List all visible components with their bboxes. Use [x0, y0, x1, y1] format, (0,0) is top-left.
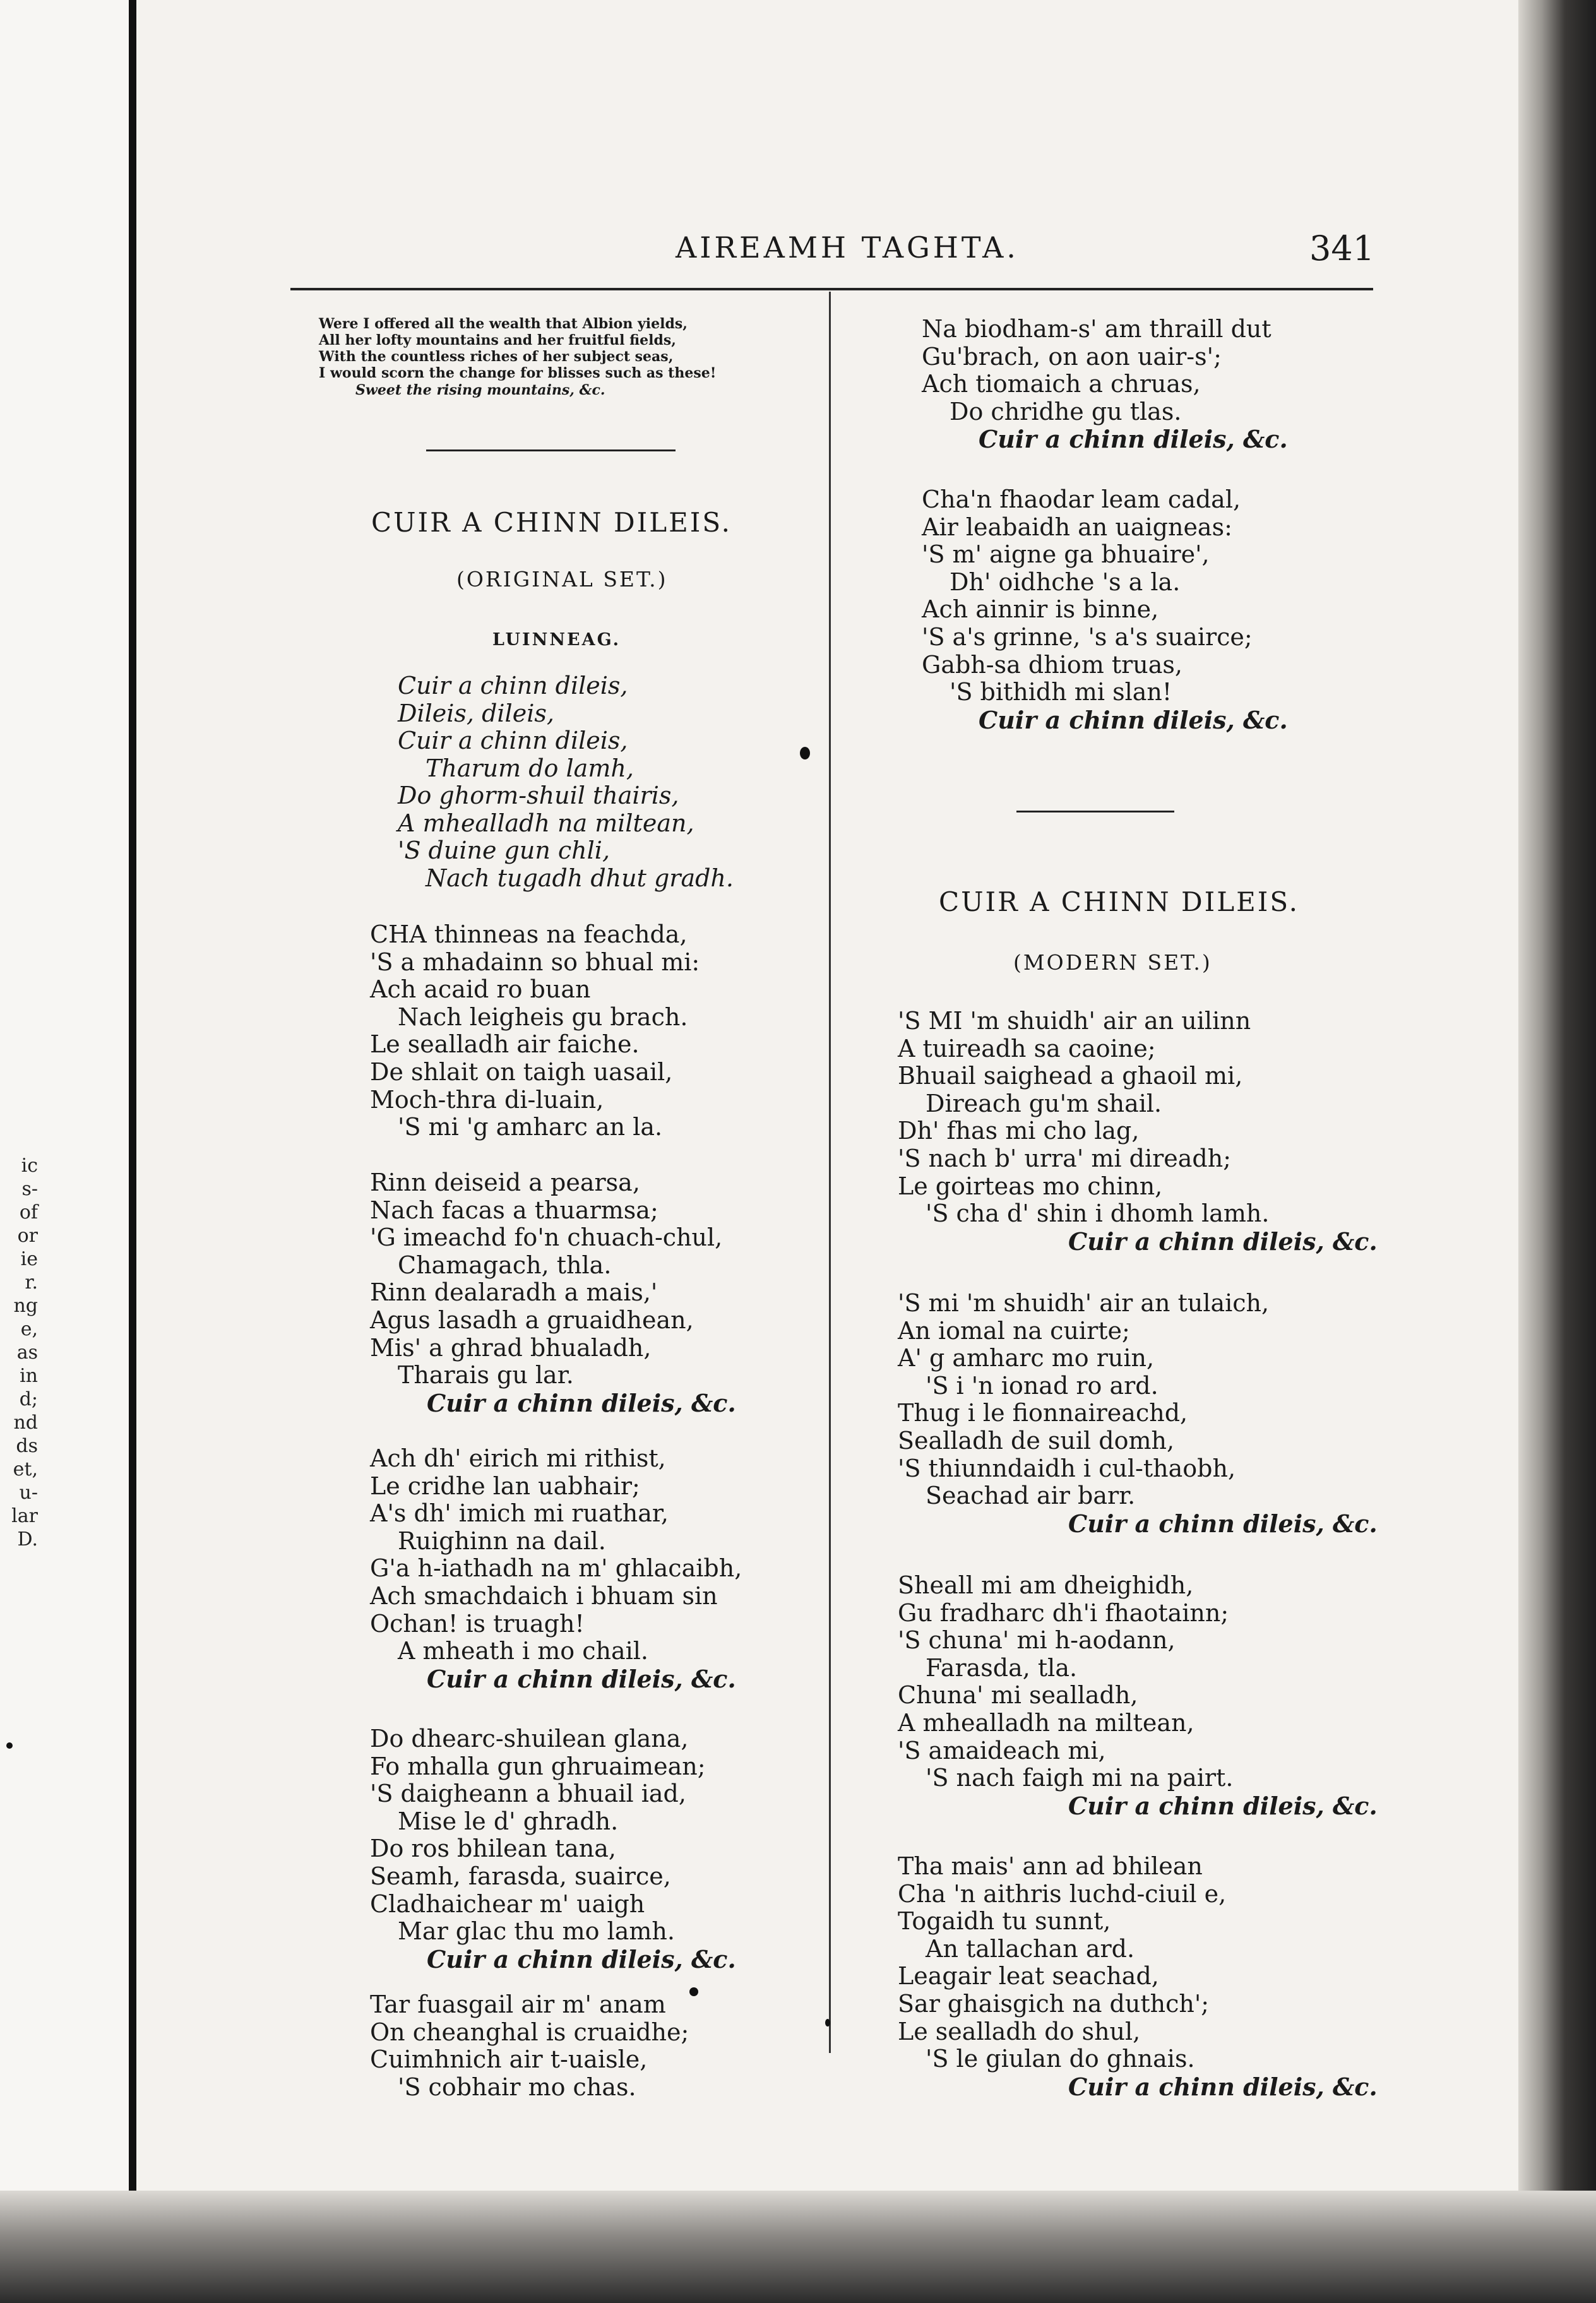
- verse-line: Dileis, dileis,: [398, 699, 554, 727]
- page-gutter-line: [129, 0, 136, 2260]
- epigraph-line: Were I offered all the wealth that Albion yields,: [319, 316, 688, 332]
- verse-line: Sealladh de suil domh,: [898, 1426, 1175, 1455]
- verse-line: 'S le giulan do ghnais.: [926, 2045, 1195, 2073]
- verse-line: Cha 'n aithris luchd-ciuil e,: [898, 1879, 1227, 1908]
- verse-line: Nach facas a thuarmsa;: [370, 1196, 658, 1224]
- verse-line: Cuir a chinn dileis,: [398, 672, 628, 699]
- column-divider: [829, 292, 831, 2053]
- song2-stanza-1: [898, 1008, 1378, 1255]
- verse-line: Fo mhalla gun ghruaimean;: [370, 1752, 706, 1780]
- verse-line: On cheanghal is cruaidhe;: [370, 2018, 689, 2046]
- song1-chorus: [398, 672, 734, 892]
- verse-line: Chamagach, thla.: [398, 1251, 612, 1279]
- verse-line: Cuimhnich air t-uaisle,: [370, 2045, 648, 2074]
- fragment-text: as: [16, 1342, 38, 1364]
- verse-line: Mis' a ghrad bhualadh,: [370, 1333, 652, 1362]
- song2-stanza-4: [898, 1853, 1378, 2100]
- song2-set-label: (MODERN SET.): [1013, 950, 1212, 975]
- verse-line: Do ghorm-shuil thairis,: [398, 782, 679, 809]
- song2-stanza-3: [898, 1572, 1378, 1819]
- verse-line: 'S daigheann a bhuail iad,: [370, 1780, 686, 1808]
- verse-line: Do dhearc-shuilean glana,: [370, 1725, 689, 1753]
- epigraph-line: All her lofty mountains and her fruitful fields,: [319, 332, 676, 348]
- verse-line: 'S m' aigne ga bhuaire',: [922, 540, 1210, 569]
- verse-line: CHA thinneas na feachda,: [370, 920, 688, 948]
- fragment-text: ic: [21, 1155, 38, 1177]
- verse-line: Ach ainnir is binne,: [922, 595, 1159, 624]
- fragment-text: u-: [19, 1482, 38, 1504]
- verse-line: Tharais gu lar.: [398, 1361, 574, 1390]
- verse-line: A mheath i mo chail.: [398, 1637, 649, 1665]
- verse-line: 'S cha d' shin i dhomh lamh.: [926, 1199, 1270, 1228]
- verse-line: 'S nach b' urra' mi direadh;: [898, 1144, 1232, 1172]
- header-rule: [290, 288, 1373, 290]
- verse-line: 'S a mhadainn so bhual mi:: [370, 948, 700, 976]
- verse-line: Chuna' mi sealladh,: [898, 1681, 1138, 1710]
- facing-page-strip: [0, 0, 129, 2260]
- verse-line: 'G imeachd fo'n chuach-chul,: [370, 1223, 723, 1252]
- fragment-text: s-: [21, 1178, 38, 1200]
- epigraph-line: I would scorn the change for blisses such as these!: [319, 365, 717, 381]
- epigraph-line: With the countless riches of her subject seas,: [319, 348, 674, 365]
- verse-line: Seachad air barr.: [926, 1482, 1136, 1510]
- song1-title: CUIR A CHINN DILEIS.: [371, 507, 732, 538]
- refrain-line: Cuir a chinn dileis, &c.: [427, 1388, 736, 1417]
- verse-line: Leagair leat seachad,: [898, 1962, 1159, 1991]
- facing-page-fragments: [0, 1154, 38, 1551]
- verse-line: 'S chuna' mi h-aodann,: [898, 1626, 1176, 1655]
- verse-line: An tallachan ard.: [926, 1934, 1135, 1963]
- fragment-text: D.: [17, 1528, 38, 1550]
- refrain-line: Cuir a chinn dileis, &c.: [427, 1664, 736, 1693]
- verse-line: Gabh-sa dhiom truas,: [922, 650, 1182, 679]
- verse-line: A's dh' imich mi ruathar,: [370, 1499, 669, 1528]
- verse-line: 'S duine gun chli,: [398, 836, 610, 864]
- verse-line: Seamh, farasda, suairce,: [370, 1862, 671, 1890]
- verse-line: A tuireadh sa caoine;: [898, 1034, 1156, 1062]
- verse-line: 'S mi 'g amharc an la.: [398, 1113, 663, 1141]
- song1-chorus-label: LUINNEAG.: [492, 630, 621, 650]
- song2-title: CUIR A CHINN DILEIS.: [939, 886, 1300, 917]
- verse-line: Do chridhe gu tlas.: [950, 397, 1182, 425]
- verse-line: Na biodham-s' am thraill dut: [922, 315, 1271, 343]
- verse-line: Cha'n fhaodar leam cadal,: [922, 485, 1241, 513]
- fragment-text: et,: [13, 1458, 38, 1480]
- verse-line: Farasda, tla.: [926, 1653, 1078, 1682]
- fragment-text: ng: [13, 1295, 38, 1317]
- verse-line: 'S nach faigh mi na pairt.: [926, 1764, 1234, 1792]
- verse-line: A' g amharc mo ruin,: [898, 1344, 1155, 1372]
- song1-stanza-7: [922, 486, 1288, 734]
- fragment-text: ds: [16, 1435, 38, 1457]
- verse-line: A mhealladh na miltean,: [398, 809, 694, 837]
- verse-line: Tharum do lamh,: [426, 754, 634, 782]
- verse-line: Moch-thra di-luain,: [370, 1085, 604, 1114]
- verse-line: Togaidh tu sunnt,: [898, 1907, 1111, 1936]
- verse-line: Thug i le fionnaireachd,: [898, 1399, 1188, 1427]
- verse-line: Dh' oidhche 's a la.: [950, 568, 1181, 596]
- verse-line: Do ros bhilean tana,: [370, 1835, 616, 1863]
- verse-line: Cladhaichear m' uaigh: [370, 1889, 645, 1918]
- verse-line: Nach leigheis gu brach.: [398, 1003, 688, 1031]
- fragment-text: ie: [20, 1248, 38, 1270]
- refrain-line: Cuir a chinn dileis, &c.: [427, 1944, 736, 1973]
- page-bottom-shadow: [0, 2191, 1596, 2303]
- verse-line: Cuir a chinn dileis,: [398, 727, 628, 754]
- verse-line: Le goirteas mo chinn,: [898, 1172, 1163, 1200]
- verse-line: Air leabaidh an uaigneas:: [922, 513, 1232, 541]
- refrain-line: Cuir a chinn dileis, &c.: [979, 425, 1288, 454]
- verse-line: Bhuail saighead a ghaoil mi,: [898, 1062, 1243, 1090]
- song1-stanza-4: [370, 1725, 736, 1973]
- fragment-text: of: [19, 1201, 38, 1223]
- section-rule: [426, 449, 676, 451]
- verse-line: 'S MI 'm shuidh' air an uilinn: [898, 1007, 1251, 1035]
- verse-line: 'S bithidh mi slan!: [950, 678, 1172, 706]
- verse-line: 'S a's grinne, 's a's suairce;: [922, 622, 1253, 651]
- song1-stanza-5: [370, 1991, 689, 2101]
- verse-line: Gu'brach, on aon uair-s';: [922, 342, 1222, 371]
- verse-line: 'S thiunndaidh i cul-thaobh,: [898, 1454, 1236, 1482]
- refrain-line: Cuir a chinn dileis, &c.: [1068, 1509, 1378, 1538]
- verse-line: Agus lasadh a gruaidhean,: [370, 1306, 694, 1334]
- verse-line: Gu fradharc dh'i fhaotainn;: [898, 1598, 1229, 1627]
- song1-set-label: (ORIGINAL SET.): [456, 567, 668, 592]
- verse-line: Le sealladh do shul,: [898, 2017, 1141, 2045]
- verse-line: De shlait on taigh uasail,: [370, 1057, 673, 1086]
- verse-line: A mhealladh na miltean,: [898, 1708, 1194, 1737]
- fragment-text: r.: [25, 1271, 38, 1294]
- fragment-text: nd: [13, 1412, 38, 1434]
- section-rule: [1016, 811, 1174, 812]
- running-head: AIREAMH TAGHTA.: [676, 230, 1019, 265]
- verse-line: Ruighinn na dail.: [398, 1526, 606, 1555]
- verse-line: 'S mi 'm shuidh' air an tulaich,: [898, 1289, 1270, 1317]
- refrain-line: Cuir a chinn dileis, &c.: [1068, 1791, 1378, 1820]
- verse-line: Ach acaid ro buan: [370, 975, 591, 1004]
- verse-line: Ach dh' eirich mi rithist,: [370, 1444, 666, 1472]
- fragment-text: or: [17, 1225, 38, 1247]
- refrain-line: Cuir a chinn dileis, &c.: [1068, 1227, 1378, 1256]
- verse-line: G'a h-iathadh na m' ghlacaibh,: [370, 1554, 742, 1583]
- verse-line: Ach smachdaich i bhuam sin: [370, 1581, 718, 1610]
- verse-line: Rinn dealaradh a mais,': [370, 1278, 658, 1307]
- song1-stanza-2: [370, 1169, 736, 1417]
- verse-line: 'S amaideach mi,: [898, 1736, 1106, 1764]
- page-edge-shadow: [1518, 0, 1596, 2303]
- verse-line: Mar glac thu mo lamh.: [398, 1917, 675, 1946]
- refrain-line: Cuir a chinn dileis, &c.: [1068, 2072, 1378, 2101]
- fragment-text: in: [20, 1365, 38, 1387]
- fragment-text: e,: [20, 1318, 38, 1340]
- song1-stanza-1: [370, 921, 700, 1141]
- verse-line: Nach tugadh dhut gradh.: [426, 864, 734, 892]
- refrain-line: Cuir a chinn dileis, &c.: [979, 705, 1288, 734]
- song2-stanza-2: [898, 1290, 1378, 1537]
- song1-stanza-3: [370, 1445, 742, 1693]
- verse-line: Ochan! is truagh!: [370, 1609, 585, 1638]
- verse-line: Le cridhe lan uabhair;: [370, 1472, 640, 1500]
- fragment-text: d;: [19, 1388, 38, 1410]
- verse-line: Le sealladh air faiche.: [370, 1030, 640, 1059]
- verse-line: An iomal na cuirte;: [898, 1316, 1130, 1345]
- fragment-text: lar: [11, 1505, 38, 1527]
- verse-line: Mise le d' ghradh.: [398, 1807, 619, 1835]
- verse-line: 'S i 'n ionad ro ard.: [926, 1371, 1158, 1400]
- song1-stanza-6: [922, 316, 1288, 453]
- verse-line: Tha mais' ann ad bhilean: [898, 1852, 1203, 1880]
- verse-line: Sar ghaisgich na duthch';: [898, 1989, 1210, 2018]
- verse-line: 'S cobhair mo chas.: [398, 2073, 636, 2101]
- verse-line: Direach gu'm shail.: [926, 1089, 1162, 1117]
- verse-line: Tar fuasgail air m' anam: [370, 1991, 666, 2018]
- epigraph: [319, 316, 761, 399]
- verse-line: Sheall mi am dheighidh,: [898, 1571, 1194, 1599]
- epigraph-citation: Sweet the rising mountains, &c.: [355, 382, 605, 398]
- verse-line: Rinn deiseid a pearsa,: [370, 1169, 640, 1196]
- page-number: 341: [1309, 229, 1375, 268]
- verse-line: Ach tiomaich a chruas,: [922, 370, 1201, 398]
- verse-line: Dh' fhas mi cho lag,: [898, 1117, 1140, 1145]
